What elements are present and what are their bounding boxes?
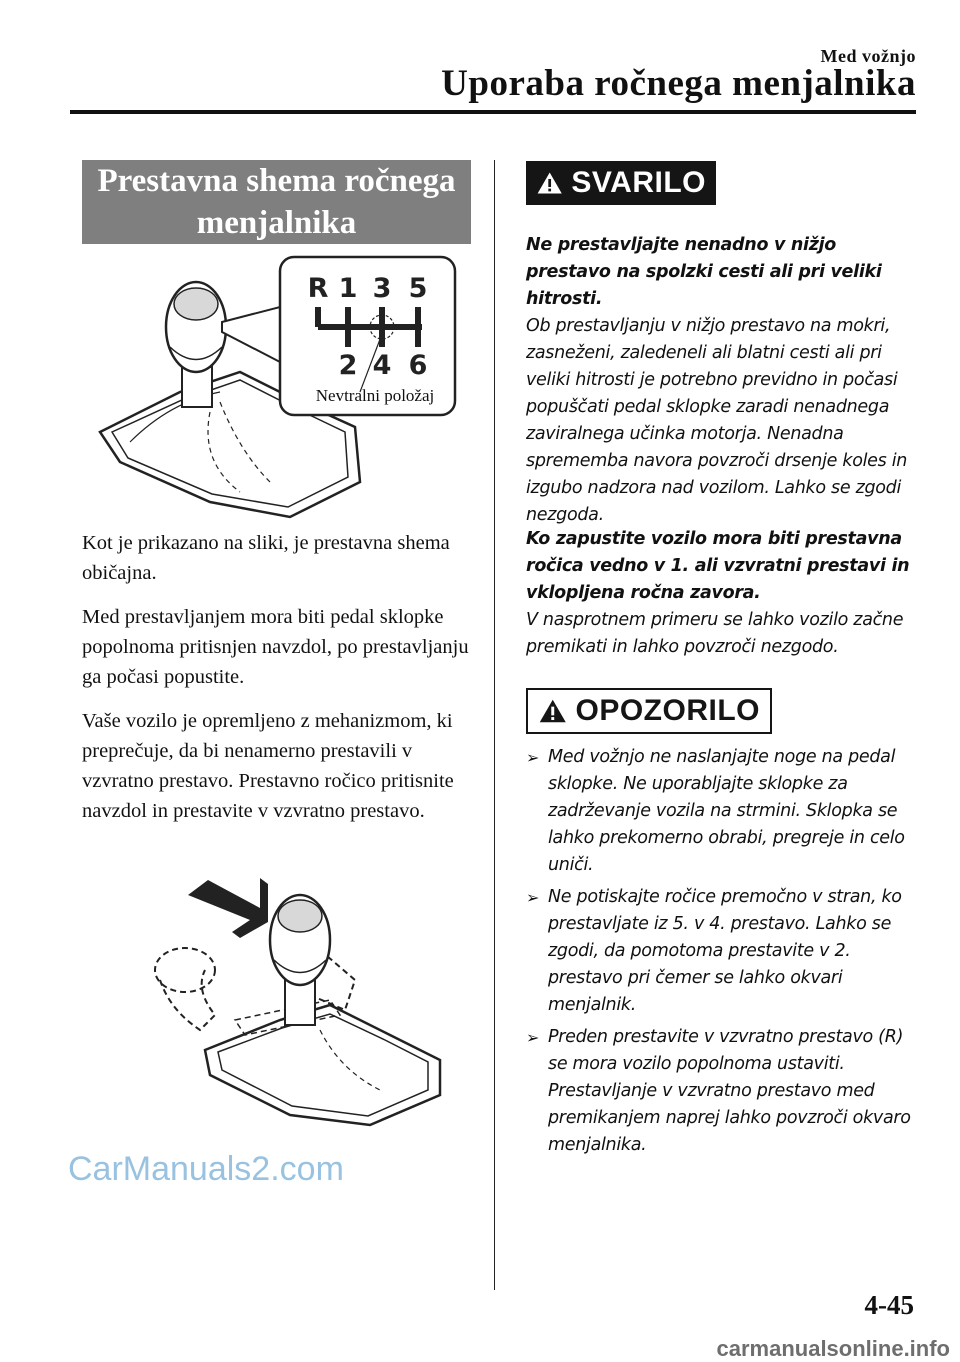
list-item: ➢ Preden prestavite v vzvratno prestavo (R) se mora vozilo popolnoma ustaviti. Prestavljanje v vzvratno prestavo med premikanjem naprej lahko povzroči okvaro menjalnika. <box>526 1024 926 1159</box>
list-item: ➢ Med vožnjo ne naslanjajte noge na pedal sklopke. Ne uporabljajte sklopke za zadrževanje vozila na strmini. Sklopka se lahko prekomerno obrabi, pregreje in celo uniči. <box>526 744 926 879</box>
warning-1-text: Ob prestavljanju v nižjo prestavo na mokri, zasneženi, zaledeneli ali blatni cesti ali pri veliki hitrosti je potrebno previdno in počasi popuščati pedal sklopke zaradi nenadnega zaviralnega učinka motorja. Nenadna sprememba navora povzroči drsenje koles in izgubo nadzora nad vozilom. Lahko se zgodi nezgoda. <box>526 316 908 525</box>
neutral-position-label: Nevtralni položaj <box>315 386 435 405</box>
footer-watermark: carmanualsonline.info <box>716 1336 950 1361</box>
bullet-arrow-icon: ➢ <box>526 1028 540 1047</box>
warning-2-text: V nasprotnem primeru se lahko vozilo začne premikati in lahko povzroči nezgodo. <box>526 610 904 657</box>
warning-1-heading: Ne prestavljajte nenadno v nižjo prestavo na spolzki cesti ali pri veliki hitrosti. <box>526 235 882 309</box>
warning-block-2 <box>526 526 926 661</box>
warning-badge <box>526 161 716 205</box>
gear-R-label: R <box>307 273 329 304</box>
warning-2-heading: Ko zapustite vozilo mora biti prestavna ročica vedno v 1. ali vzvratni prestavi in vklopljena ročna zavora. <box>526 529 910 603</box>
gear-3-label: 3 <box>372 273 392 304</box>
warning-triangle-icon <box>536 168 563 198</box>
column-divider <box>494 160 495 1290</box>
page-number: 4-45 <box>864 1290 914 1320</box>
warning-label: SVARILO <box>571 166 706 199</box>
bullet-arrow-icon: ➢ <box>526 748 540 767</box>
watermark: CarManuals2.com <box>68 1150 344 1188</box>
gear-4-label: 4 <box>372 350 392 381</box>
warning-block-1 <box>526 232 926 529</box>
paragraph-shift-pattern: Kot je prikazano na sliki, je prestavna shema običajna. <box>82 532 450 584</box>
gear-5-label: 5 <box>408 273 428 304</box>
caution-badge <box>526 688 772 734</box>
caution-triangle-icon <box>538 696 568 726</box>
caution-label: OPOZORILO <box>575 694 760 727</box>
running-head-section: Med vožnjo <box>820 46 916 66</box>
gear-2-label: 2 <box>338 350 358 381</box>
gear-6-label: 6 <box>408 350 428 381</box>
running-head-title: Uporaba ročnega menjalnika <box>441 63 916 104</box>
gear-1-label: 1 <box>338 273 358 304</box>
list-item: ➢ Ne potiskajte ročice premočno v stran, ko prestavljate iz 5. v 4. prestavo. Lahko se zgodi, da pomotoma prestavite v 2. prestavo pri čemer se lahko okvari menjalnik. <box>526 884 926 1019</box>
bullet-arrow-icon: ➢ <box>526 888 540 907</box>
header-rule <box>70 110 916 114</box>
paragraph-reverse: Vaše vozilo je opremljeno z mehanizmom, ki preprečuje, da bi nenamerno prestavili v vzvratno prestavo. Prestavno ročico pritisnite navzdol in prestavite v vzvratno prestavo. <box>82 710 454 822</box>
caution-list <box>526 744 926 1164</box>
reverse-shift-figure <box>150 870 470 1140</box>
paragraph-clutch: Med prestavljanjem mora biti pedal sklopke popolnoma pritisnjen navzdol, po prestavljanju ga počasi popustite. <box>82 606 469 688</box>
section-title: Prestavna shema ročnega menjalnika <box>82 160 471 244</box>
